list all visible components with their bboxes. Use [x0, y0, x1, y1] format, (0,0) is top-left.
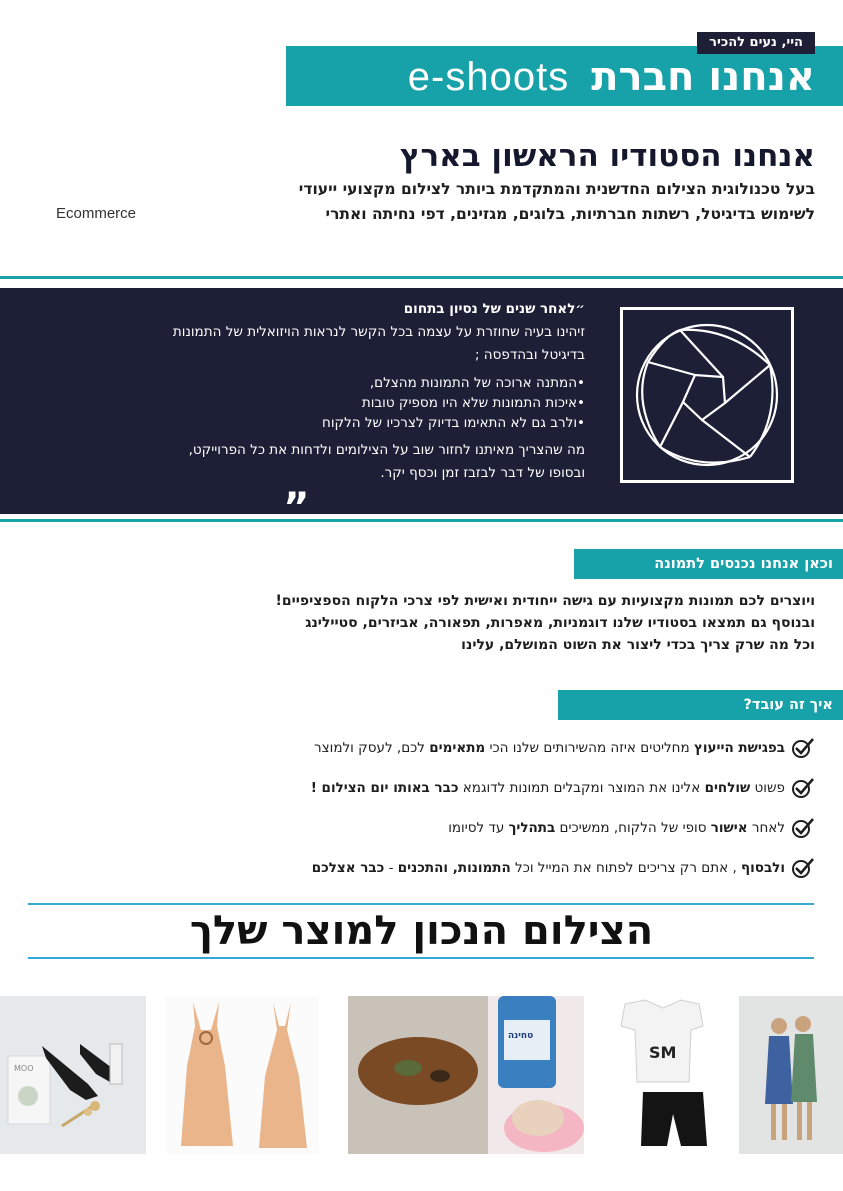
- book-text: MOO: [14, 1064, 34, 1073]
- tagline-rule-top: [28, 903, 814, 905]
- enter-paragraph: [276, 590, 815, 656]
- camera-aperture-icon: [620, 307, 794, 483]
- tagline-rule-bottom: [28, 957, 814, 959]
- step-item: פשוט שולחים אלינו את המוצר ומקבלים תמונות לדוגמא כבר באותו יום הצילום !: [311, 774, 815, 802]
- quote-paragraph-1: זיהינו בעיה שחוזרת על עצמה בכל הקשר לנראות הויזואלית של התמונות: [172, 324, 585, 340]
- enter-line: וכל מה שרק צריך בכדי ליצור את השוט המושלם, עלינו: [461, 637, 815, 653]
- divider-bottom: [0, 519, 843, 522]
- closing-quote-mark: „: [284, 463, 311, 509]
- quote-bullet: •איכות התמונות שלא היו מספיק טובות: [361, 395, 585, 411]
- dresses-photo: [165, 996, 319, 1154]
- quote-paragraph-3: מה שהצריך מאיתנו לחזור שוב על הצילומים ולדחות את כל הפרוייקט,: [188, 442, 585, 458]
- check-circle-icon: [791, 737, 815, 759]
- quote-bullet: •המתנה ארוכה של התמונות מהצלם,: [369, 375, 585, 391]
- check-circle-icon: [791, 777, 815, 799]
- title-prefix: אנחנו חברת: [591, 54, 815, 100]
- quote-title: ״לאחר שנים של נסיון בתחום: [403, 301, 585, 317]
- kids-clothes-photo: [603, 996, 721, 1154]
- page-title: [408, 48, 815, 106]
- shoes-photo: [0, 996, 146, 1154]
- step-item: לאחר אישור סופי של הלקוח, ממשיכים בתהליך עד לסיומו: [448, 814, 815, 842]
- models-photo: [739, 996, 843, 1154]
- about-line-1: בעל טכנולוגית הצילום החדשנית והמתקדמת ביותר לצילום מקצועי ייעודי: [298, 180, 815, 198]
- quote-paragraph-2: בדיגיטל ובהדפסה ;: [474, 347, 585, 363]
- check-circle-icon: [791, 857, 815, 879]
- tagline: הצילום הנכון למוצר שלך: [189, 908, 654, 954]
- brand-name: e-shoots: [407, 55, 570, 99]
- enter-line: ויוצרים לכם תמונות מקצועיות עם גישה ייחודית ואישית לפי צרכי הלקוח הספציפיים!: [275, 593, 815, 609]
- about-line-2-suffix: Ecommerce: [56, 205, 137, 222]
- enter-line: ובנוסף גם תמצאו בסטודיו שלנו דוגמניות, מאפרות, תפאורה, אביזרים, סטיילינג: [305, 615, 815, 631]
- quote-text: [25, 298, 585, 485]
- intro-tag: היי, נעים להכיר: [697, 32, 815, 54]
- quote-paragraph-4: ובסופו של דבר לבזבז זמן וכסף יקר.: [380, 465, 585, 481]
- divider-top: [0, 276, 843, 279]
- section-label-enter: וכאן אנחנו נכנסים לתמונה: [574, 549, 843, 579]
- food-photo: [348, 996, 584, 1154]
- section-label-how: איך זה עובד?: [558, 690, 843, 720]
- check-circle-icon: [791, 817, 815, 839]
- svg-text:טחינה: טחינה: [508, 1031, 534, 1041]
- shirt-print: SM: [649, 1043, 677, 1062]
- about-headline: אנחנו הסטודיו הראשון בארץ: [400, 138, 815, 174]
- step-item: ולבסוף , אתם רק צריכים לפתוח את המייל וכל התמונות, והתכנים - כבר אצלכם: [312, 854, 815, 882]
- about-line-2: לשימוש בדיגיטל, רשתות חברתיות, בלוגים, מגזינים, דפי נחיתה ואתרי: [325, 205, 815, 223]
- step-item: בפגישת הייעוץ מחליטים איזה מהשירותים שלנו הכי מתאימים לכם, לעסק ולמוצר: [314, 734, 815, 762]
- quote-bullet: •ולרב גם לא התאימו בדיוק לצרכיו של הלקוח: [322, 415, 585, 431]
